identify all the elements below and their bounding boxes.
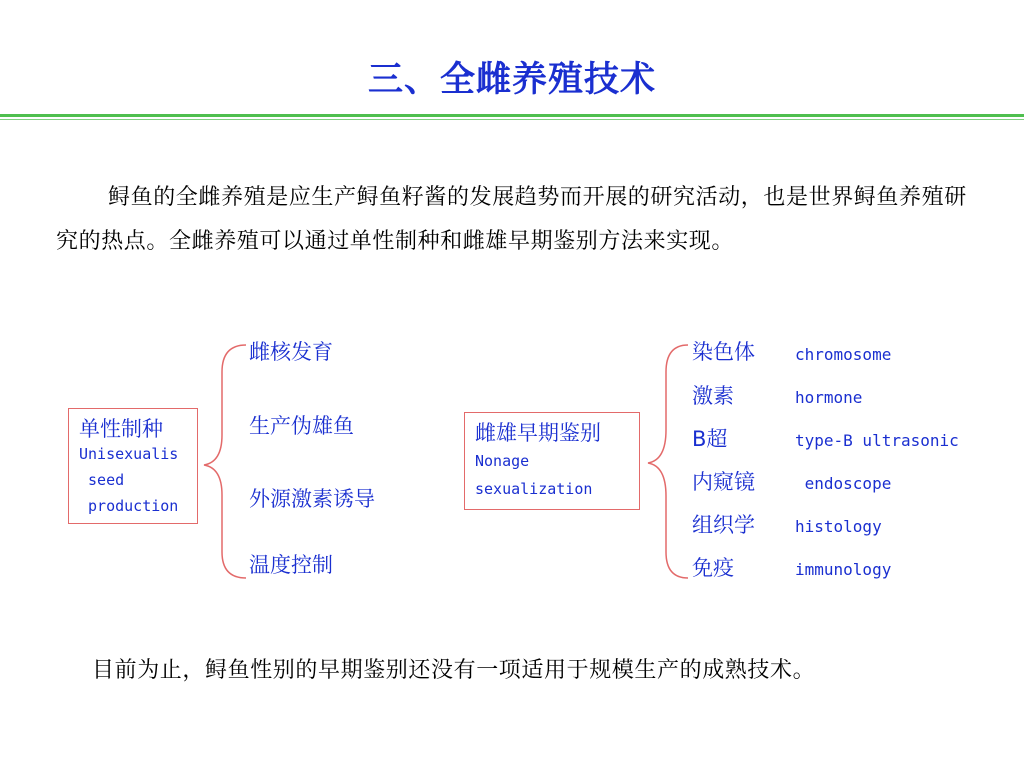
right-item-cn-hormone: 激素 [692,384,734,408]
right-brace [648,345,688,578]
left-item-gynogenesis: 雌核发育 [249,340,333,364]
unisexual-seed-en-1: Unisexualis [79,445,179,463]
right-item-cn-ultrasonic: B超 [692,427,728,451]
right-item-en-hormone: hormone [795,388,863,407]
unisexual-seed-en-2: seed [79,471,125,489]
left-item-pseudo-male: 生产伪雄鱼 [249,414,354,438]
early-sex-id-en-2: sexualization [475,480,593,498]
intro-paragraph: 鲟鱼的全雌养殖是应生产鲟鱼籽酱的发展趋势而开展的研究活动，也是世界鲟鱼养殖研究的热点。全雌养殖可以通过单性制种和雌雄早期鉴别方法来实现。 [56,185,967,254]
right-item-en-ultrasonic: type-B ultrasonic [795,431,959,450]
early-sex-id-box [464,412,640,510]
right-item-en-chromosome: chromosome [795,345,892,364]
left-item-hormone-induction: 外源激素诱导 [249,487,375,511]
left-brace [204,345,246,578]
unisexual-seed-en-3: production [79,497,179,515]
right-item-cn-immunology: 免疫 [692,556,734,580]
right-item-cn-histology: 组织学 [692,513,755,537]
left-item-temperature: 温度控制 [249,553,333,577]
right-item-en-endoscope: endoscope [795,474,892,493]
right-item-cn-endoscope: 内窥镜 [692,470,755,494]
unisexual-seed-cn: 单性制种 [79,417,163,441]
conclusion-text: 目前为止，鲟鱼性别的早期鉴别还没有一项适用于规模生产的成熟技术。 [92,658,816,683]
early-sex-id-cn: 雌雄早期鉴别 [475,421,601,445]
right-item-en-histology: histology [795,517,882,536]
right-item-cn-chromosome: 染色体 [692,340,755,364]
page-title: 三、全雌养殖技术 [367,60,656,100]
early-sex-id-en-1: Nonage [475,452,530,470]
right-item-en-immunology: immunology [795,560,892,579]
